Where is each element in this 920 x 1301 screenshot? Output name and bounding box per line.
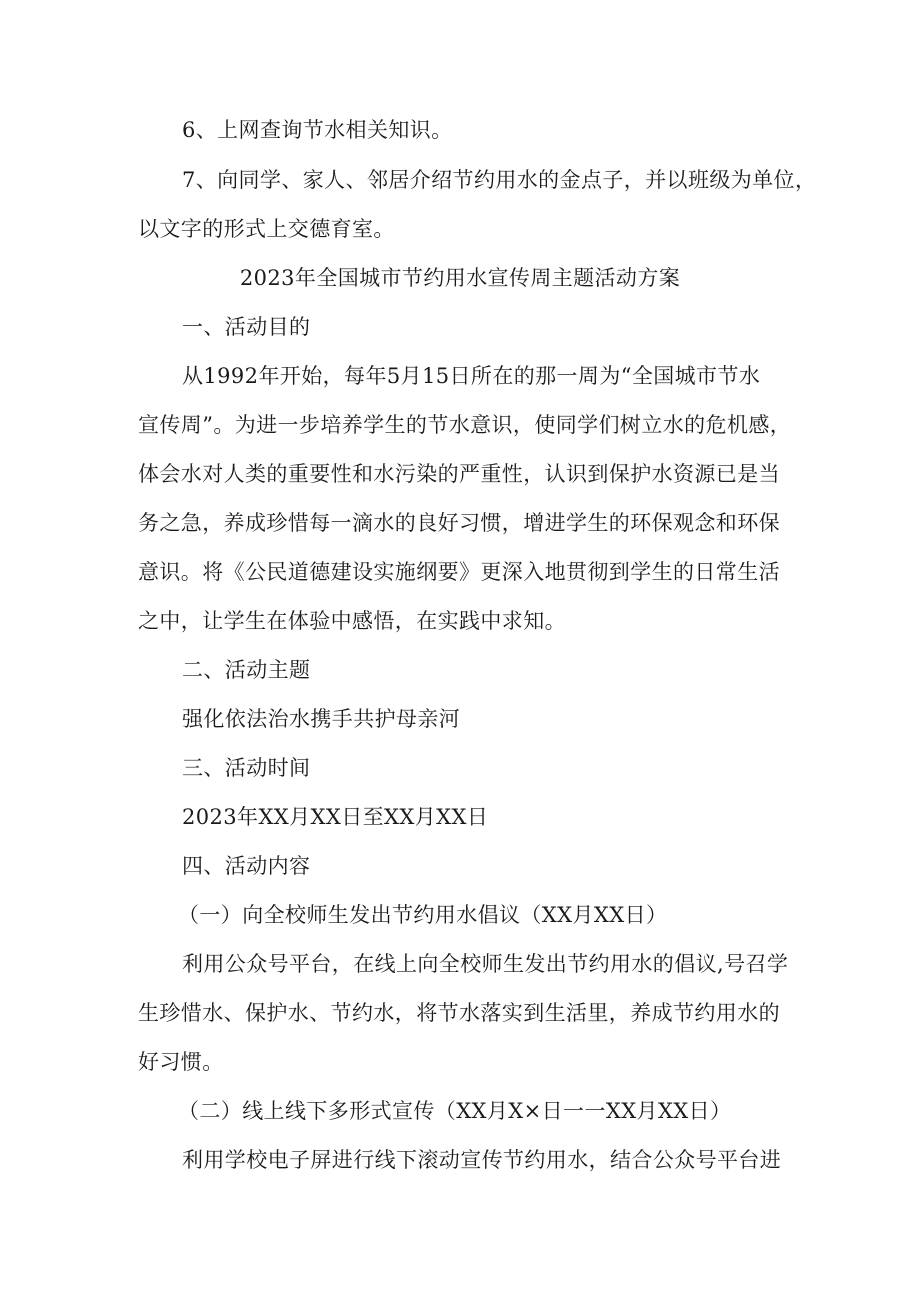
list-item-7: 7、向同学、家人、邻居介绍节约用水的金点子，并以班级为单位， <box>182 168 817 192</box>
paragraph-line: 意识。将《公民道德建设实施纲要》更深入地贯彻到学生的日常生活 <box>138 560 780 584</box>
paragraph-line: 务之急，养成珍惜每一滴水的良好习惯，增进学生的环保观念和环保 <box>138 511 780 535</box>
section-heading-theme: 二、活动主题 <box>182 658 311 682</box>
paragraph-line: 从1992年开始，每年5月15日所在的那一周为“全国城市节水 <box>182 364 761 388</box>
time-text: 2023年XX月XX日至XX月XX日 <box>182 805 489 829</box>
paragraph-line: 体会水对人类的重要性和水污染的严重性，认识到保护水资源已是当 <box>138 462 780 486</box>
list-item-6: 6、上网查询节水相关知识。 <box>182 118 453 142</box>
section-heading-purpose: 一、活动目的 <box>182 315 311 339</box>
paragraph-line: 宣传周”。为进一步培养学生的节水意识，使同学们树立水的危机感， <box>138 413 792 437</box>
paragraph-line: 好习惯。 <box>138 1050 224 1074</box>
subsection-heading-1: （一）向全校师生发出节约用水倡议（XX月XX日） <box>178 903 668 927</box>
paragraph-line: 之中，让学生在体验中感悟，在实践中求知。 <box>138 609 566 633</box>
section-heading-time: 三、活动时间 <box>182 756 311 780</box>
section-heading-content: 四、活动内容 <box>182 854 311 878</box>
paragraph-line: 利用公众号平台，在线上向全校师生发出节约用水的倡议,号召学 <box>182 952 789 976</box>
list-item-7-continued: 以文字的形式上交德育室。 <box>138 217 395 241</box>
subsection-heading-2: （二）线上线下多形式宣传（XX月X×日一一XX月XX日） <box>178 1099 732 1123</box>
theme-text: 强化依法治水携手共护母亲河 <box>182 707 461 731</box>
paragraph-line: 利用学校电子屏进行线下滚动宣传节约用水，结合公众号平台进 <box>182 1148 782 1172</box>
document-title: 2023年全国城市节约用水宣传周主题活动方案 <box>239 266 681 290</box>
paragraph-line: 生珍惜水、保护水、节约水，将节水落实到生活里，养成节约用水的 <box>138 1001 780 1025</box>
